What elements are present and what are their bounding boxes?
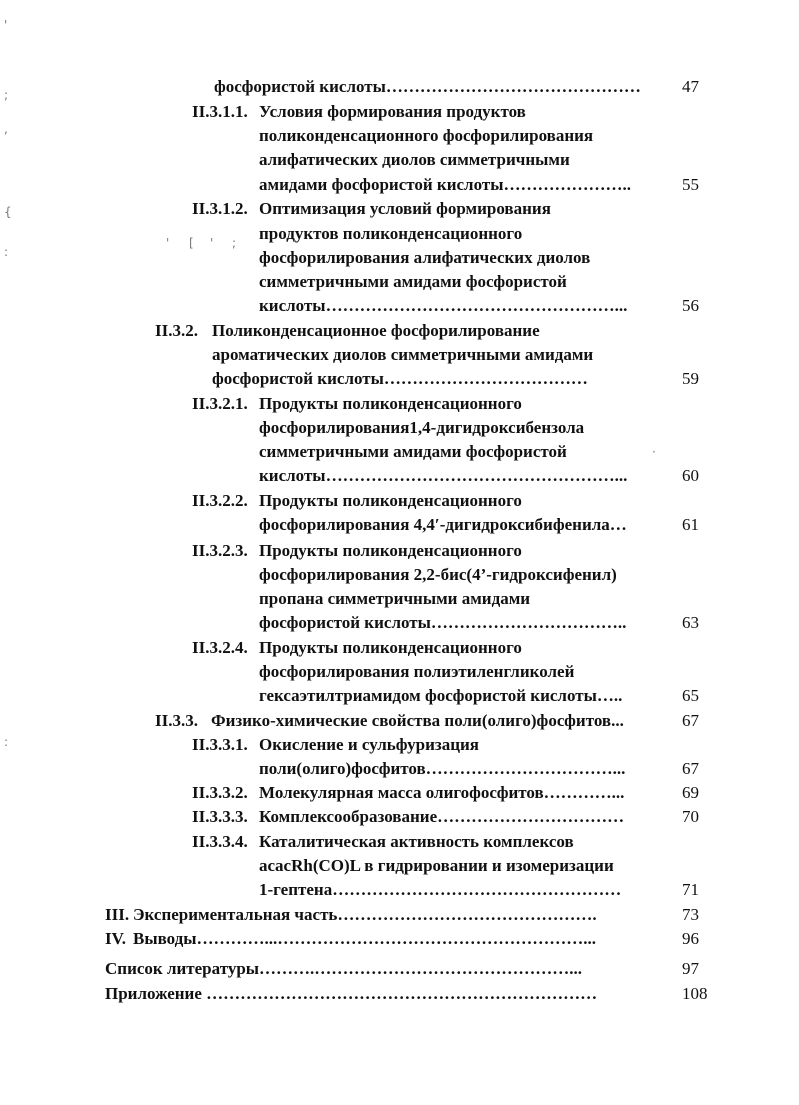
toc-entry-text: Выводы…………...………………………………………………... <box>133 929 597 948</box>
toc-entry-text: амидами фосфористой кислоты………………….. <box>259 175 631 194</box>
toc-page-number: 67 <box>682 711 699 730</box>
toc-entry-number: II.3.1.1. <box>192 102 248 121</box>
toc-entry-text: пропана симметричными амидами <box>259 589 531 608</box>
toc-page-number: 67 <box>682 759 699 778</box>
toc-entry-text: поликонденсационного фосфорилирования <box>259 126 594 145</box>
scan-artifact: : <box>4 245 9 259</box>
toc-entry-text: Список литературы……….………………………………………... <box>105 959 583 978</box>
toc-entry-text: Продукты поликонденсационного <box>259 491 522 510</box>
toc-entry-text: Условия формирования продуктов <box>259 102 526 121</box>
toc-entry-number: II.3.2. <box>155 321 198 340</box>
toc-entry-text: 1-гептена…………………………………………… <box>259 880 622 899</box>
scan-artifact: ; <box>232 236 237 250</box>
toc-entry-text: фосфорилирования 4,4′-дигидроксибифенила… <box>259 515 627 534</box>
toc-entry-number: II.3.2.1. <box>192 394 248 413</box>
toc-entry-number: II.3.2.3. <box>192 541 248 560</box>
toc-entry-text: гексаэтилтриамидом фосфористой кислоты….. <box>259 686 623 705</box>
toc-page-number: 47 <box>682 77 699 96</box>
toc-entry-text: алифатических диолов симметричными <box>259 150 570 169</box>
toc-entry-text: acacRh(CO)L в гидрировании и изомеризации <box>259 856 614 875</box>
toc-entry-text: Продукты поликонденсационного <box>259 638 522 657</box>
toc-entry-text: фосфорилирования1,4-дигидроксибензола <box>259 418 585 437</box>
toc-entry-text: фосфорилирования 2,2-бис(4’-гидроксифенил) <box>259 565 617 584</box>
toc-entry-number: II.3.3.3. <box>192 807 248 826</box>
toc-entry-text: Оптимизация условий формирования <box>259 199 551 218</box>
toc-entry-text: Экспериментальная часть………………………………………. <box>133 905 597 924</box>
toc-entry-number: III. <box>105 905 130 924</box>
scan-artifact: { <box>4 205 12 219</box>
toc-entry-text: симметричными амидами фосфористой <box>259 442 567 461</box>
toc-page-number: 96 <box>682 929 699 948</box>
toc-entry-text: фосфорилирования полиэтиленгликолей <box>259 662 575 681</box>
toc-entry-text: Окисление и сульфуризация <box>259 735 480 754</box>
toc-entry-text: симметричными амидами фосфористой <box>259 272 567 291</box>
toc-page-number: 60 <box>682 466 699 485</box>
toc-entry-number: II.3.3.2. <box>192 783 248 802</box>
toc-entry-text: кислоты……………………………………………... <box>259 466 628 485</box>
toc-entry-number: II.3.3.4. <box>192 832 248 851</box>
toc-entry-text: Поликонденсационное фосфорилирование <box>212 321 540 340</box>
toc-page-number: 59 <box>682 369 699 388</box>
scan-artifact: [ <box>189 236 194 250</box>
toc-entry-text: ароматических диолов симметричными амидами <box>212 345 594 364</box>
scan-artifact: , <box>4 122 8 136</box>
toc-page-number: 65 <box>682 686 699 705</box>
scan-artifact: ' <box>210 236 214 250</box>
toc-entry-number: II.3.3. <box>155 711 198 730</box>
toc-page-number: 61 <box>682 515 699 534</box>
toc-entry-number: II.3.1.2. <box>192 199 248 218</box>
toc-entry-number: II.3.2.4. <box>192 638 248 657</box>
toc-entry-text: Приложение …………………………………………………………… <box>105 984 598 1003</box>
scan-artifact: ' <box>4 18 8 32</box>
toc-entry-text: Продукты поликонденсационного <box>259 541 522 560</box>
toc-entry-text: продуктов поликонденсационного <box>259 224 523 243</box>
toc-entry-number: IV. <box>105 929 126 948</box>
toc-entry-text: Комплексообразование…………………………… <box>259 807 625 826</box>
toc-page-number: 70 <box>682 807 699 826</box>
toc-entry-text: Продукты поликонденсационного <box>259 394 522 413</box>
toc-entry-number: II.3.3.1. <box>192 735 248 754</box>
scan-artifact: · <box>652 445 656 459</box>
toc-page-number: 97 <box>682 959 699 978</box>
toc-page-number: 69 <box>682 783 699 802</box>
toc-page-number: 73 <box>682 905 699 924</box>
scan-artifact: : <box>4 735 9 749</box>
toc-page-number: 71 <box>682 880 699 899</box>
scan-artifact: ' <box>166 236 170 250</box>
scan-artifact: ; <box>4 88 9 102</box>
toc-entry-number: II.3.2.2. <box>192 491 248 510</box>
toc-entry-text: фосфорилирования алифатических диолов <box>259 248 591 267</box>
toc-entry-text: поли(олиго)фосфитов……………………………... <box>259 759 626 778</box>
toc-entry-text: фосфористой кислоты…………………………….. <box>259 613 627 632</box>
toc-entry-text: фосфористой кислоты……………………………… <box>212 369 588 388</box>
toc-page-number: 56 <box>682 296 699 315</box>
toc-entry-text: Каталитическая активность комплексов <box>259 832 574 851</box>
toc-page-number: 108 <box>682 984 708 1003</box>
toc-entry-text: кислоты……………………………………………... <box>259 296 628 315</box>
toc-page-number: 55 <box>682 175 699 194</box>
toc-page-number: 63 <box>682 613 699 632</box>
toc-entry-text: Физико-химические свойства поли(олиго)фосфитов... <box>211 711 624 730</box>
toc-entry-text: фосфористой кислоты……………………………………… <box>214 77 641 96</box>
toc-entry-text: Молекулярная масса олигофосфитов…………... <box>259 783 625 802</box>
